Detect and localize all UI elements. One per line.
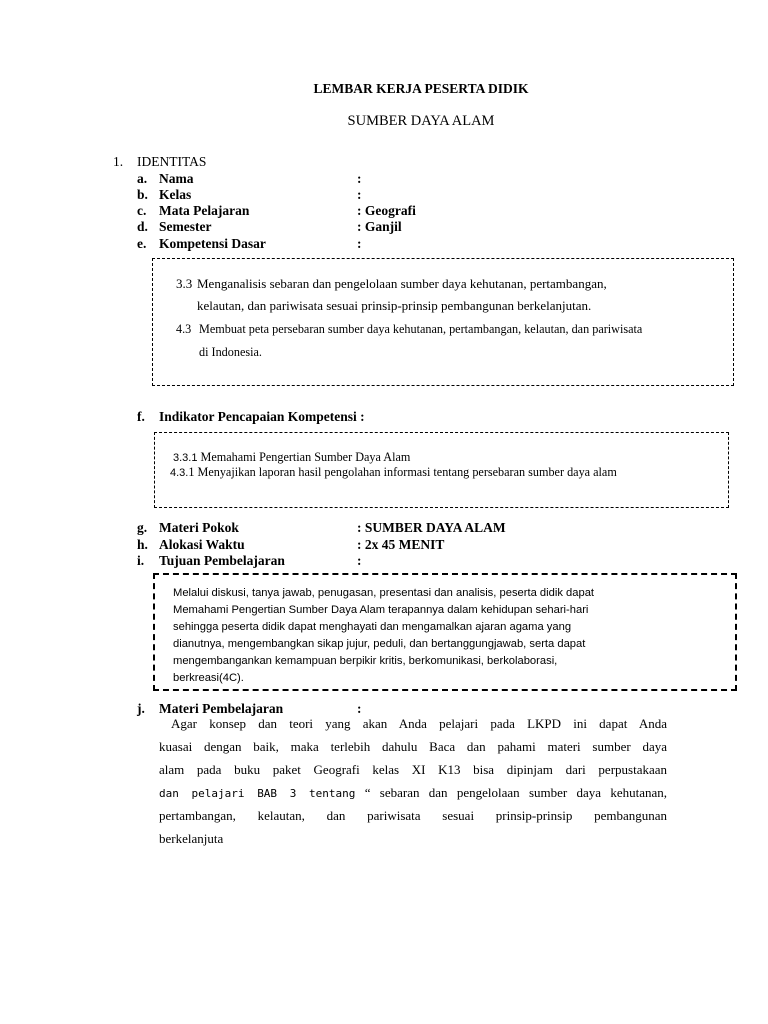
row-value-alokasi-waktu: : 2x 45 MENIT <box>357 537 445 552</box>
row-letter: i. <box>137 553 145 568</box>
kd-item-3-3-number: 3.3 <box>176 276 193 291</box>
tujuan-line-1: Melalui diskusi, tanya jawab, penugasan, presentasi dan analisis, peserta didik dapat <box>173 587 595 599</box>
row-letter: c. <box>137 203 147 218</box>
row-label-nama: Nama <box>159 171 194 186</box>
row-label-mata-pelajaran: Mata Pelajaran <box>159 203 250 218</box>
row-letter: f. <box>137 409 145 424</box>
row-value-materi-pembelajaran: : <box>357 701 362 716</box>
tujuan-line-6: berkreasi(4C). <box>173 672 244 684</box>
kd-item-4-3-line2: di Indonesia. <box>199 345 262 359</box>
materi-line-3: alam pada buku paket Geografi kelas XI K13 bisa dipinjam dari perpustakaan <box>159 762 667 777</box>
row-label-tujuan-pembelajaran: Tujuan Pembelajaran <box>159 553 285 568</box>
kd-item-3-3-line1: Menganalisis sebaran dan pengelolaan sumber daya kehutanan, pertambangan, <box>197 276 607 291</box>
materi-line-2: kuasai dengan baik, maka terlebih dahulu Baca dan pahami materi sumber daya <box>159 739 667 754</box>
row-letter: j. <box>137 701 145 716</box>
materi-line-4 <box>159 781 667 804</box>
indikator-item-2 <box>170 463 617 481</box>
row-value-mata-pelajaran: : Geografi <box>357 203 416 218</box>
indikator-label: Indikator Pencapaian Kompetensi : <box>159 409 365 424</box>
row-letter: d. <box>137 219 148 234</box>
indikator-item-1-number: 3.3.1 <box>173 452 198 464</box>
row-letter: e. <box>137 236 147 251</box>
materi-paragraph <box>159 712 667 850</box>
row-label-kompetensi-dasar: Kompetensi Dasar <box>159 236 266 251</box>
row-letter: h. <box>137 537 148 552</box>
kd-item-4-3-number: 4.3 <box>176 322 192 336</box>
materi-line-4-rest: “ sebaran dan pengelolaan sumber daya kehutanan, <box>364 785 668 800</box>
row-letter: b. <box>137 187 148 202</box>
kd-item-3-3-line2: kelautan, dan pariwisata sesuai prinsip-prinsip pembangunan berkelanjutan. <box>197 298 592 313</box>
materi-line-4-mono: dan pelajari BAB 3 tentang <box>159 787 356 800</box>
row-label-materi-pokok: Materi Pokok <box>159 520 239 535</box>
section-heading-identitas: IDENTITAS <box>137 154 207 169</box>
materi-line-6: berkelanjuta <box>159 831 224 846</box>
row-label-semester: Semester <box>159 219 212 234</box>
row-letter: g. <box>137 520 148 535</box>
indikator-item-1-text: Memahami Pengertian Sumber Daya Alam <box>197 450 411 464</box>
materi-line-5: pertambangan, kelautan, dan pariwisata sesuai prinsip-prinsip pembangunan <box>159 808 667 823</box>
row-letter: a. <box>137 171 148 186</box>
indikator-item-2-text: 1 Menyajikan laporan hasil pengolahan informasi tentang persebaran sumber daya alam <box>188 465 617 479</box>
page-title: LEMBAR KERJA PESERTA DIDIK <box>313 81 529 96</box>
row-label-kelas: Kelas <box>159 187 192 202</box>
section-number: 1. <box>113 154 124 169</box>
tujuan-line-5: mengembangankan kemampuan berpikir kritis, berkomunikasi, berkolaborasi, <box>173 655 558 667</box>
row-value-nama: : <box>357 171 362 186</box>
row-value-kelas: : <box>357 187 362 202</box>
tujuan-line-4: dianutnya, mengembangkan sikap jujur, peduli, dan bertanggungjawab, serta dapat <box>173 638 586 650</box>
row-value-tujuan-pembelajaran: : <box>357 553 362 568</box>
row-label-materi-pembelajaran: Materi Pembelajaran <box>159 701 284 716</box>
row-value-semester: : Ganjil <box>357 219 402 234</box>
tujuan-line-3: sehingga peserta didik dapat menghayati dan mengamalkan ajaran agama yang <box>173 621 572 633</box>
kd-item-4-3-line1: Membuat peta persebaran sumber daya kehutanan, pertambangan, kelautan, dan pariwisata <box>199 322 643 336</box>
row-value-materi-pokok: : SUMBER DAYA ALAM <box>357 520 506 535</box>
materi-line-1: Agar konsep dan teori yang akan Anda pelajari pada LKPD ini dapat Anda <box>171 716 667 731</box>
indikator-item-2-number: 4.3. <box>170 467 189 479</box>
tujuan-line-2: Memahami Pengertian Sumber Daya Alam terapannya dalam kehidupan sehari-hari <box>173 604 589 616</box>
row-value-kompetensi-dasar: : <box>357 236 362 251</box>
page-subtitle: SUMBER DAYA ALAM <box>347 113 495 129</box>
row-label-alokasi-waktu: Alokasi Waktu <box>159 537 245 552</box>
